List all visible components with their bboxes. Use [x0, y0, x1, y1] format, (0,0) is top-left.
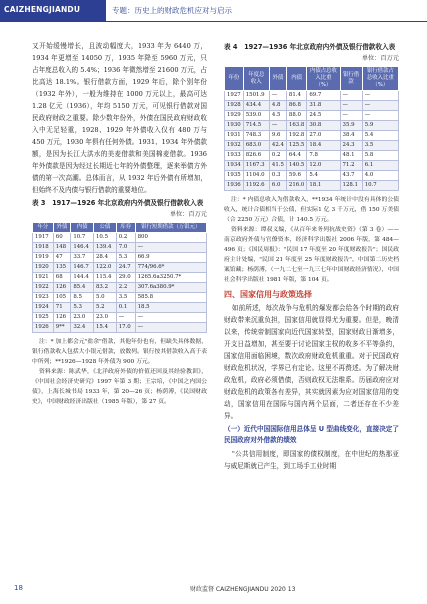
- table4-cell: 826.6: [243, 151, 269, 161]
- table3-source: 资料来源：陈武华，《北洋政府外债的价值还回及其经验教训》，《中国社会经济史研究》1997 年第 3 期；王宗培，《中国之内国公债》，上海长城书局 1933 年，第 20—26 页；杨荫溥，《民国财政史》，中国财政经济出版社（1985 年版），第 27 页。: [32, 369, 207, 405]
- table4-cell: 125.5: [286, 141, 306, 151]
- table3-cell: —: [116, 313, 135, 323]
- footer-magazine: 财政监督 CAIZHENGJIANDU 2020 13: [190, 586, 296, 593]
- table3-cell: 2.2: [116, 283, 135, 293]
- table4-row: [225, 131, 399, 141]
- table3-cell: 47: [53, 253, 71, 263]
- table4-header-cell: 银行借款: [340, 67, 362, 91]
- table3-cell: 1919: [33, 253, 54, 263]
- table3-cell: 5.3: [71, 303, 94, 313]
- table4: [224, 66, 399, 191]
- table3-cell: 33.7: [71, 253, 94, 263]
- table3-row: [33, 263, 207, 273]
- table4-cell: 31.8: [307, 101, 340, 111]
- table4-cell: 140.5: [286, 161, 306, 171]
- table4-cell: 748.3: [243, 131, 269, 141]
- table4-row: [225, 91, 399, 101]
- table4-cell: —: [362, 111, 398, 121]
- table4-cell: 10.7: [362, 181, 398, 191]
- table4-unit-row: [224, 53, 399, 64]
- table3-cell: 66.9: [135, 253, 206, 263]
- table3-header-cell: 银行短期借款（万银元）: [135, 223, 206, 233]
- table3-cell: 1917: [33, 233, 54, 243]
- table3-cell: 146.7: [71, 263, 94, 273]
- table3-cell: 5.3: [116, 253, 135, 263]
- table4-cell: 4.5: [269, 111, 286, 121]
- table4-cell: 30.8: [307, 121, 340, 131]
- table3-row: [33, 303, 207, 313]
- table3-cell: 126: [53, 283, 71, 293]
- table4-cell: 86.8: [286, 101, 306, 111]
- table4-cell: 1935: [225, 171, 244, 181]
- table3-cell: 10.7: [71, 233, 94, 243]
- table3-cell: 1265.6a3250.7*: [135, 273, 206, 283]
- table4-cell: 192.8: [286, 131, 306, 141]
- page-number: 18: [14, 584, 23, 592]
- table4-cell: 1929: [225, 111, 244, 121]
- table3-header-cell: 库券: [116, 223, 135, 233]
- table4-header-cell: 内债: [286, 67, 306, 91]
- table4-cell: 18.1: [307, 181, 340, 191]
- table4-cell: 1931: [225, 131, 244, 141]
- table4-cell: —: [362, 91, 398, 101]
- table3-cell: 10.5: [94, 233, 117, 243]
- table4-cell: 1933: [225, 151, 244, 161]
- header-rule: [106, 21, 427, 22]
- table4-cell: 4.0: [362, 171, 398, 181]
- table4-body: [225, 91, 399, 191]
- table3-row: [33, 273, 207, 283]
- table4-cell: 35.9: [340, 121, 362, 131]
- table3-row: [33, 283, 207, 293]
- table4-cell: 88.0: [286, 111, 306, 121]
- table3-cell: 23.0: [94, 313, 117, 323]
- table4-cell: 64.4: [286, 151, 306, 161]
- table4-cell: —: [362, 101, 398, 111]
- table3-row: [33, 313, 207, 323]
- section-heading: 四、国家信用与政策选择: [224, 290, 312, 299]
- table3-cell: 85.4: [71, 283, 94, 293]
- table4-cell: 5.4: [362, 131, 398, 141]
- table4-cell: 163.8: [286, 121, 306, 131]
- table4-row: [225, 181, 399, 191]
- right-column: [224, 40, 399, 472]
- table4-cell: 1501.9: [243, 91, 269, 101]
- table3-cell: —: [135, 243, 206, 253]
- table4-header-cell: 内债占总收入比重（%）: [307, 67, 340, 91]
- table3-cell: 115.4: [94, 273, 117, 283]
- table4-cell: 5.8: [362, 151, 398, 161]
- table3-unit: 单位：百万元: [169, 211, 207, 218]
- table4-cell: 24.3: [340, 141, 362, 151]
- table4-cell: —: [269, 91, 286, 101]
- table4-cell: 5.4: [307, 171, 340, 181]
- table3-cell: 0.2: [116, 233, 135, 243]
- table3-cell: 83.2: [94, 283, 117, 293]
- table4-cell: 128.1: [340, 181, 362, 191]
- table3-cell: 15.4: [94, 323, 117, 333]
- table3-header-cell: 内债: [71, 223, 94, 233]
- table3-cell: 307.6a380.9*: [135, 283, 206, 293]
- left-column: [32, 40, 207, 407]
- table3-cell: 105: [53, 293, 71, 303]
- table3-cell: 32.4: [71, 323, 94, 333]
- table3-header-cell: 年分: [33, 223, 54, 233]
- table3-cell: 5.2: [94, 303, 117, 313]
- table4-cell: 1927: [225, 91, 244, 101]
- table3-row: [33, 233, 207, 243]
- table3-header-cell: 外债: [53, 223, 71, 233]
- table3-cell: 122.0: [94, 263, 117, 273]
- table4-note: 注：* 内债总收入为借款收入，**1934 年统计中没有具体的公债收入，统计合债相当于公债，但实际1 亿 3 千万元，借 150 万美债（合 2250 万元）合债，计 140.5 万元。: [224, 197, 399, 223]
- table3-cell: 126: [53, 313, 71, 323]
- table4-cell: 0.3: [269, 171, 286, 181]
- table3-cell: 1920: [33, 263, 54, 273]
- table3-cell: 23.0: [71, 313, 94, 323]
- table3-body: [33, 233, 207, 333]
- table3-cell: 1923: [33, 293, 54, 303]
- table4-cell: 6.1: [362, 161, 398, 171]
- table3-header-cell: 公债: [94, 223, 117, 233]
- table3-cell: 24.7: [116, 263, 135, 273]
- table3-cell: 9**: [53, 323, 71, 333]
- table3-cell: 144.4: [71, 273, 94, 283]
- table3-cell: 139.4: [94, 243, 117, 253]
- table4-cell: 1192.6: [243, 181, 269, 191]
- table4-cell: 1936: [225, 181, 244, 191]
- table4-header-cell: 年度总收入: [243, 67, 269, 91]
- page-header: [0, 0, 427, 22]
- table3-header-row: [33, 223, 207, 233]
- table4-cell: 12.0: [307, 161, 340, 171]
- table4-cell: 1932: [225, 141, 244, 151]
- table4-cell: 43.7: [340, 171, 362, 181]
- table4-cell: —: [340, 91, 362, 101]
- header-topic: 专题：历史上的财政危机应对与启示: [112, 6, 232, 15]
- table3-cell: 585.8: [135, 293, 206, 303]
- table4-cell: 9.6: [269, 131, 286, 141]
- table3-cell: 800: [135, 233, 206, 243]
- table4-row: [225, 151, 399, 161]
- table4-cell: 81.4: [286, 91, 306, 101]
- table3-cell: 135: [53, 263, 71, 273]
- table4-row: [225, 111, 399, 121]
- table4-cell: —: [340, 101, 362, 111]
- table4-header-cell: 银行借款占总收入比重（%）: [362, 67, 398, 91]
- table4-cell: 216.0: [286, 181, 306, 191]
- table4-cell: —: [269, 121, 286, 131]
- table3-cell: 146.4: [71, 243, 94, 253]
- table4-cell: 42.4: [269, 141, 286, 151]
- table3-unit-row: [32, 209, 207, 220]
- table3-row: [33, 253, 207, 263]
- table4-cell: 6.0: [269, 181, 286, 191]
- table3-cell: 5.0: [94, 293, 117, 303]
- table4-cell: 3.5: [362, 141, 398, 151]
- table4-cell: 683.0: [243, 141, 269, 151]
- table3-cell: 18.5: [135, 303, 206, 313]
- table3-cell: 60: [53, 233, 71, 243]
- right-paragraph: 如前所述，每次战争与危机的爆发都会给各个时期的政府财政带来沉重负担，国家信用就显得尤为重要。但是，晚清以来，传统帝制国家向近代国家转型，国家财政日渐增多，开支日益增加，甚至要于讨论国家主权的收多不平等条约，国家信用面临困境，数次政府财政危机重重。对于民国政府财政危机状况，学界已有定论。这里不再赘述。为了解决财政危机，政府必须借债，否则政权无法维系。历届政府应对财政危机的政策各有差异，其实就因素为应对国家信用的变动，国家信用在国际与国内两个层面，二者还存在不少差异。: [224, 304, 399, 420]
- table4-caption: 表 4 1927—1936 年北京政府内外债及银行借款收入表: [224, 43, 396, 51]
- table3-cell: 1925: [33, 313, 54, 323]
- table4-cell: 24.5: [307, 111, 340, 121]
- table4-cell: 1167.3: [243, 161, 269, 171]
- table4-cell: 434.4: [243, 101, 269, 111]
- table3-cell: 1922: [33, 283, 54, 293]
- sub-heading: （一）近代中国国际信用总体呈 U 型曲线变化，直接决定了民国政府对外借款的绩效: [224, 425, 399, 444]
- table3-cell: 29.0: [116, 273, 135, 283]
- table3-row: [33, 323, 207, 333]
- table3-cell: 1918: [33, 243, 54, 253]
- table4-row: [225, 121, 399, 131]
- table3-cell: —: [135, 313, 206, 323]
- table3-cell: —: [135, 323, 206, 333]
- table3-cell: 3.5: [116, 293, 135, 303]
- table4-cell: 59.6: [286, 171, 306, 181]
- table3-cell: 28.4: [94, 253, 117, 263]
- left-paragraph: 又开始缓慢增长，且波动幅度大，1933 年为 6440 万，1934 年更增至 14050 万，1935 年降至 5960 万元，只占年度总收入的 5.4%；1936 年微然增至 21600 万元，占比高达 18.1%。银行借款方面，1929 年后，除个别年份（1932 年外），一般为维持在 1000 万元以上，最高可达 1.28 亿元（1936），年均 5150 万元，可见银行借款对国民政府财政之重要。除少数年份外，外债在国民政府财政收入中无足轻重，1928、1929 年外债收入仅有 480 万与 450 万元，1930 年俱有任何外债。1931、1934 年外债款额，是因为长江大洪水的美麦借款和美国棉麦借款。1936 年外债款是因为经过长期近七年的外债整理，逐来举债方外债的第一次高潮。总体而言，从 1932 年后外债有所增加，但始终不及内债与银行借款的重要地位。: [32, 42, 207, 194]
- table4-cell: 18.4: [307, 141, 340, 151]
- table3-caption: 表 3 1917—1926 年北京政府内外债及银行借款收入表: [32, 199, 204, 207]
- table4-unit: 单位：百万元: [361, 55, 399, 62]
- table3-cell: 17.0: [116, 323, 135, 333]
- table4-cell: 0.2: [269, 151, 286, 161]
- table4-cell: —: [340, 111, 362, 121]
- table3-cell: 7.0: [116, 243, 135, 253]
- table4-cell: 5.9: [362, 121, 398, 131]
- table3-cell: 71: [53, 303, 71, 313]
- table4-cell: 539.0: [243, 111, 269, 121]
- table4-row: [225, 141, 399, 151]
- table4-cell: 71.2: [340, 161, 362, 171]
- table3-cell: 1921: [33, 273, 54, 283]
- table3-row: [33, 293, 207, 303]
- table3-cell: 1926: [33, 323, 54, 333]
- table4-source: 资料来源：谭叔义编，《从百年来务列抗战史资》（第 3 卷）——南京政府外债与官僚资本，经济科学出版社 2006 年版，第 484—496 页；《国民周报》："民国 17 年度至 20 年度财政报告"；国民政府主计处编，"民国 21 年度至 25 年度财政报告"，中国第二历史档案馆藏；杨荫溥，（一九二七至一九三七年中国财政经济情况），中国社会科学出版社 1981 年版，第 104 页。: [224, 227, 399, 283]
- table4-cell: 1104.0: [243, 171, 269, 181]
- table3-cell: 148: [53, 243, 71, 253]
- right-last-paragraph: "公共信用制度，即国家的债权制度，在中世纪的热那亚与威尼斯就已产生，到工场手工业时期: [224, 450, 399, 470]
- table4-header-cell: 年份: [225, 67, 244, 91]
- table4-header-cell: 外债: [269, 67, 286, 91]
- table4-row: [225, 161, 399, 171]
- table3-cell: 774/96.6*: [135, 263, 206, 273]
- table4-cell: 27.0: [307, 131, 340, 141]
- table4-row: [225, 171, 399, 181]
- table3-note: 注：* 加上都会元"盐余"借款，其他年份也有，但缺失具体数据，银行借款收入包括大小银元借款，放数列。银行按其借款收入高于表中所列；**1926—1928 年外债为 900 万元。: [32, 339, 207, 365]
- table4-cell: 1930: [225, 121, 244, 131]
- table3-cell: 1924: [33, 303, 54, 313]
- table4-cell: 1928: [225, 101, 244, 111]
- table4-cell: 41.5: [269, 161, 286, 171]
- header-brand: CAIZHENGJIANDU: [4, 5, 81, 14]
- header-brand-bar: [0, 0, 106, 22]
- table3: [32, 222, 207, 333]
- table4-row: [225, 101, 399, 111]
- table4-cell: 4.8: [269, 101, 286, 111]
- table3-row: [33, 243, 207, 253]
- table4-cell: 38.4: [340, 131, 362, 141]
- table3-cell: 8.5: [71, 293, 94, 303]
- table3-cell: 68: [53, 273, 71, 283]
- table4-cell: 69.7: [307, 91, 340, 101]
- table4-header-row: [225, 67, 399, 91]
- table4-cell: 7.8: [307, 151, 340, 161]
- table4-cell: 714.5: [243, 121, 269, 131]
- table3-cell: 0.1: [116, 303, 135, 313]
- table4-cell: 1934: [225, 161, 244, 171]
- table4-cell: 48.1: [340, 151, 362, 161]
